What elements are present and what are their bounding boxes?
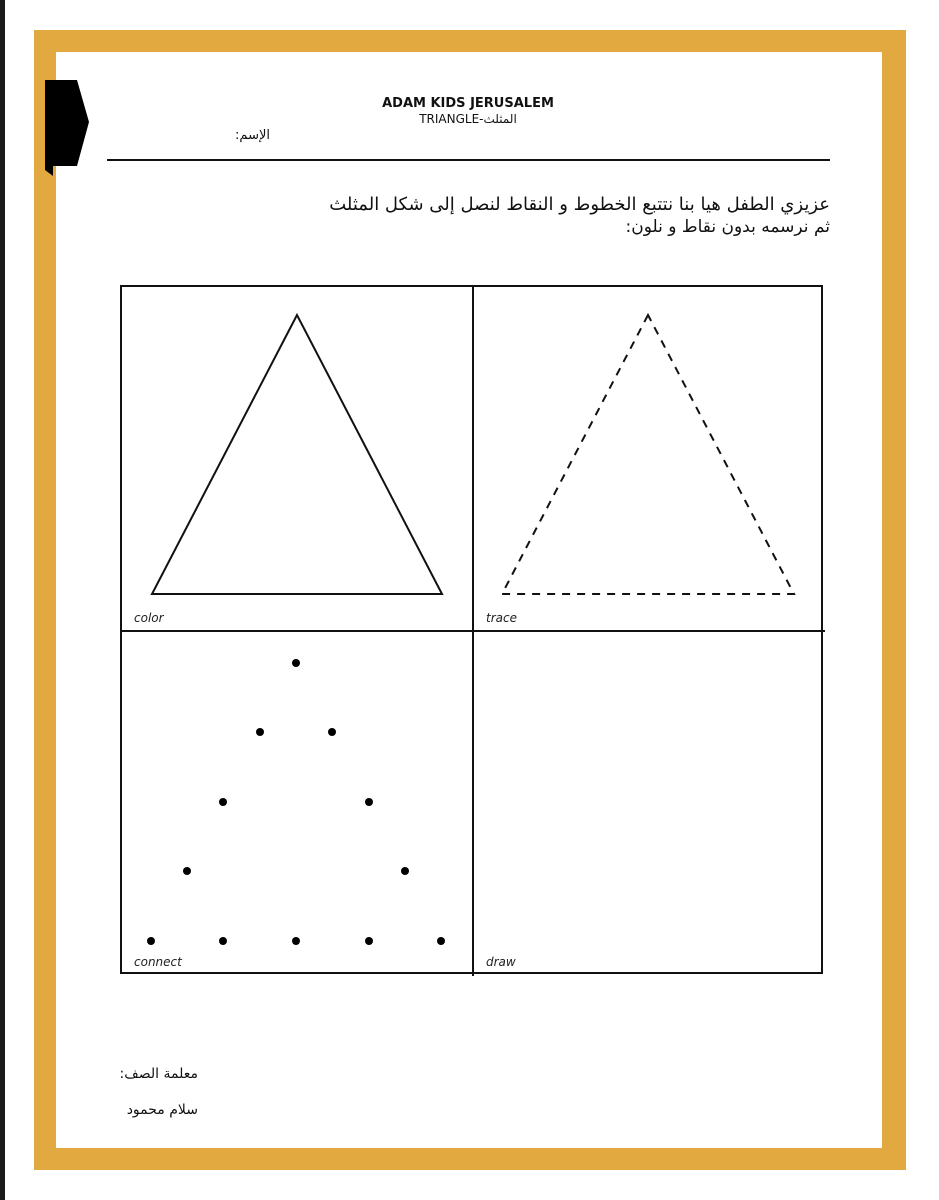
draw-area[interactable] — [475, 633, 823, 974]
black-tab-marker — [45, 80, 89, 176]
trace-triangle-dashed[interactable] — [502, 315, 794, 594]
worksheet-topic: TRIANGLE-المثلث — [419, 112, 517, 126]
dot — [328, 728, 336, 736]
dot — [401, 867, 409, 875]
dot — [219, 798, 227, 806]
color-triangle-outline — [152, 315, 442, 594]
activity-grid — [120, 285, 823, 974]
instruction-line-1: عزيزي الطفل هيا بنا نتتبع الخطوط و النقاط لنصل إلى شكل المثلث — [329, 194, 830, 215]
connect-dots[interactable] — [147, 659, 445, 945]
trace-label: trace — [486, 611, 517, 625]
school-title: ADAM KIDS JERUSALEM — [382, 96, 554, 111]
window-left-edge — [0, 0, 5, 1200]
student-name-label: الإسم: — [235, 128, 270, 143]
teacher-name: سلام محمود — [126, 1102, 198, 1118]
dot — [365, 937, 373, 945]
instructions — [290, 194, 830, 238]
dot — [256, 728, 264, 736]
draw-label: draw — [486, 955, 516, 969]
activity-grid-drawing — [122, 287, 825, 976]
dot — [292, 659, 300, 667]
dot — [365, 798, 373, 806]
dot — [147, 937, 155, 945]
dot — [219, 937, 227, 945]
dot — [292, 937, 300, 945]
connect-label: connect — [134, 955, 182, 969]
color-label: color — [134, 611, 164, 625]
dot — [183, 867, 191, 875]
instruction-line-2: ثم نرسمه بدون نقاط و نلون: — [625, 217, 830, 237]
header-divider — [107, 159, 830, 161]
dot — [437, 937, 445, 945]
teacher-label: معلمة الصف: — [119, 1066, 198, 1082]
